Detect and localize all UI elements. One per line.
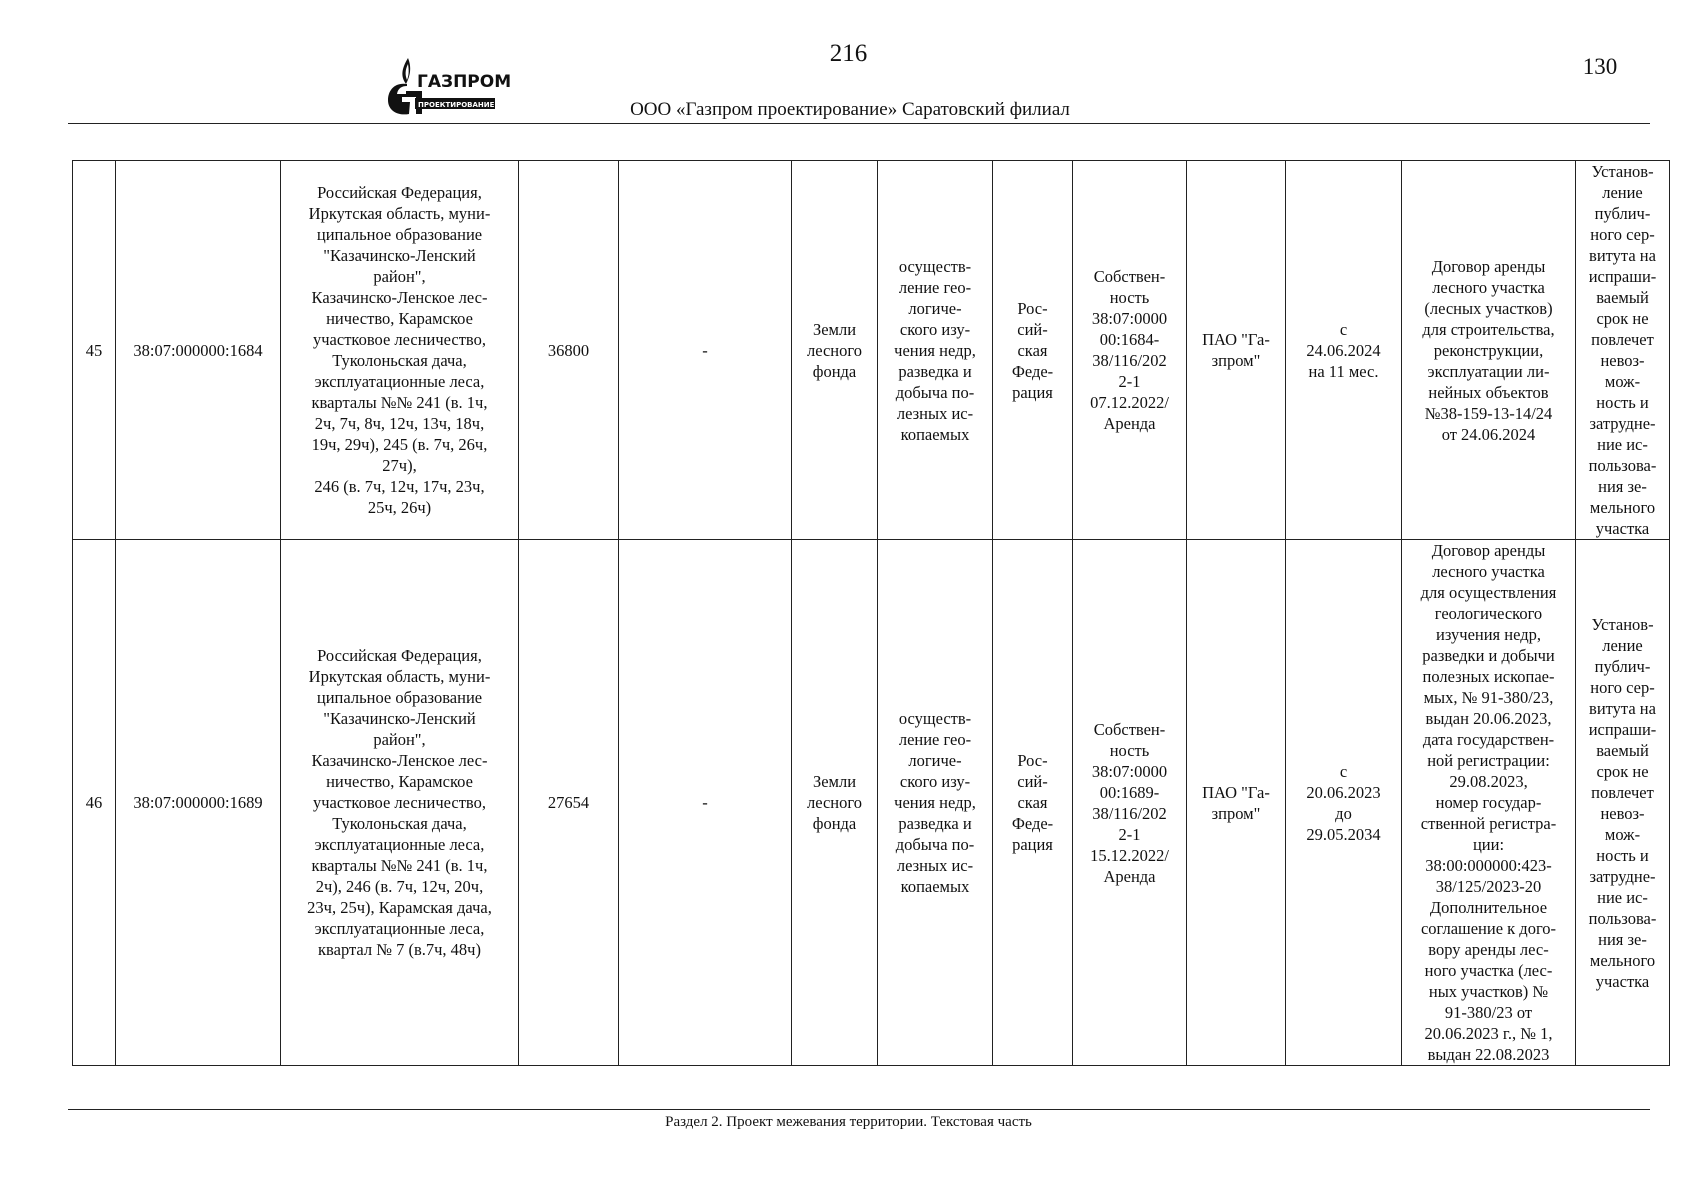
permitted-use: осуществ- ление гео- логиче- ского изу- чения недр, разведка и добыча по- лезных ис- копаемых — [878, 161, 993, 540]
servitude-note: Установ- ление публич- ного сер- витута на испраши- ваемый срок не повлечет невоз- мож- ность и затрудне- ние ис- пользова- ния зе- мельного участка — [1576, 540, 1670, 1066]
row-number: 45 — [73, 161, 116, 540]
servitude-note: Установ- ление публич- ного сер- витута на испраши- ваемый срок не повлечет невоз- мож- ность и затрудне- ние ис- пользова- ния зе- мельного участка — [1576, 161, 1670, 540]
footer-divider — [68, 1109, 1650, 1110]
right-registration: Собствен- ность 38:07:0000 00:1684- 38/116/202 2-1 07.12.2022/ Аренда — [1073, 161, 1187, 540]
term: с 24.06.2024 на 11 мес. — [1286, 161, 1402, 540]
sheet-number: 130 — [1582, 54, 1618, 79]
plot-area: 27654 — [519, 540, 619, 1066]
header-divider — [68, 123, 1650, 124]
gazprom-logo — [385, 56, 512, 118]
term: с 20.06.2023 до 29.05.2034 — [1286, 540, 1402, 1066]
page-number: 216 — [829, 40, 868, 67]
footer-section-title: Раздел 2. Проект межевания территории. Текстовая часть — [665, 1114, 1032, 1130]
table-row — [73, 540, 1670, 1066]
plot-area: 36800 — [519, 161, 619, 540]
logo-name: ГАЗПРОМ — [417, 72, 512, 92]
cadastral-number: 38:07:000000:1684 — [116, 161, 281, 540]
land-plots-table — [72, 160, 1670, 1066]
table-row — [73, 161, 1670, 540]
permitted-use: осуществ- ление гео- логиче- ского изу- чения недр, разведка и добыча по- лезных ис- копаемых — [878, 540, 993, 1066]
cadastral-number: 38:07:000000:1689 — [116, 540, 281, 1066]
right-holder: ПАО "Га- зпром" — [1187, 161, 1286, 540]
basis-document: Договор аренды лесного участка (лесных участков) для строительства, реконструкции, эксплуатации ли- нейных объектов №38-159-13-14/24 от 24.06.2024 — [1402, 161, 1576, 540]
empty-value: - — [619, 161, 792, 540]
company-name: ООО «Газпром проектирование» Саратовский филиал — [630, 99, 1070, 120]
owner: Рос- сий- ская Феде- рация — [993, 540, 1073, 1066]
empty-value: - — [619, 540, 792, 1066]
land-category: Земли лесного фонда — [792, 540, 878, 1066]
right-registration: Собствен- ность 38:07:0000 00:1689- 38/116/202 2-1 15.12.2022/ Аренда — [1073, 540, 1187, 1066]
plot-address: Российская Федерация, Иркутская область, муни- ципальное образование "Казачинско-Ленский район", Казачинско-Ленское лес- ничество, Карамское участковое лесничество, Туколоньская дача, эксплуатационные леса, кварталы №№ 241 (в. 1ч, 2ч), 246 (в. 7ч, 12ч, 20ч, 23ч, 25ч), Карамская дача, эксплуатационные леса, квартал № 7 (в.7ч, 48ч) — [281, 540, 519, 1066]
right-holder: ПАО "Га- зпром" — [1187, 540, 1286, 1066]
row-number: 46 — [73, 540, 116, 1066]
basis-document: Договор аренды лесного участка для осуществления геологического изучения недр, разведки и добычи полезных ископае- мых, № 91-380/23, выдан 20.06.2023, дата государствен- ной регистрации: 29.08.2023, номер государ- ственной регистра- ции: 38:00:000000:423- 38/125/2023-20 Дополнительное соглашение к дого- вору аренды лес- ного участка (лес- ных участков) № 91-380/23 от 20.06.2023 г., № 1, выдан 22.08.2023 — [1402, 540, 1576, 1066]
plot-address: Российская Федерация, Иркутская область, муни- ципальное образование "Казачинско-Ленский район", Казачинско-Ленское лес- ничество, Карамское участковое лесничество, Туколоньская дача, эксплуатационные леса, кварталы №№ 241 (в. 1ч, 2ч, 7ч, 8ч, 12ч, 13ч, 18ч, 19ч, 29ч), 245 (в. 7ч, 26ч, 27ч), 246 (в. 7ч, 12ч, 17ч, 23ч, 25ч, 26ч) — [281, 161, 519, 540]
land-category: Земли лесного фонда — [792, 161, 878, 540]
owner: Рос- сий- ская Феде- рация — [993, 161, 1073, 540]
logo-subtitle: ПРОЕКТИРОВАНИЕ — [418, 101, 495, 109]
